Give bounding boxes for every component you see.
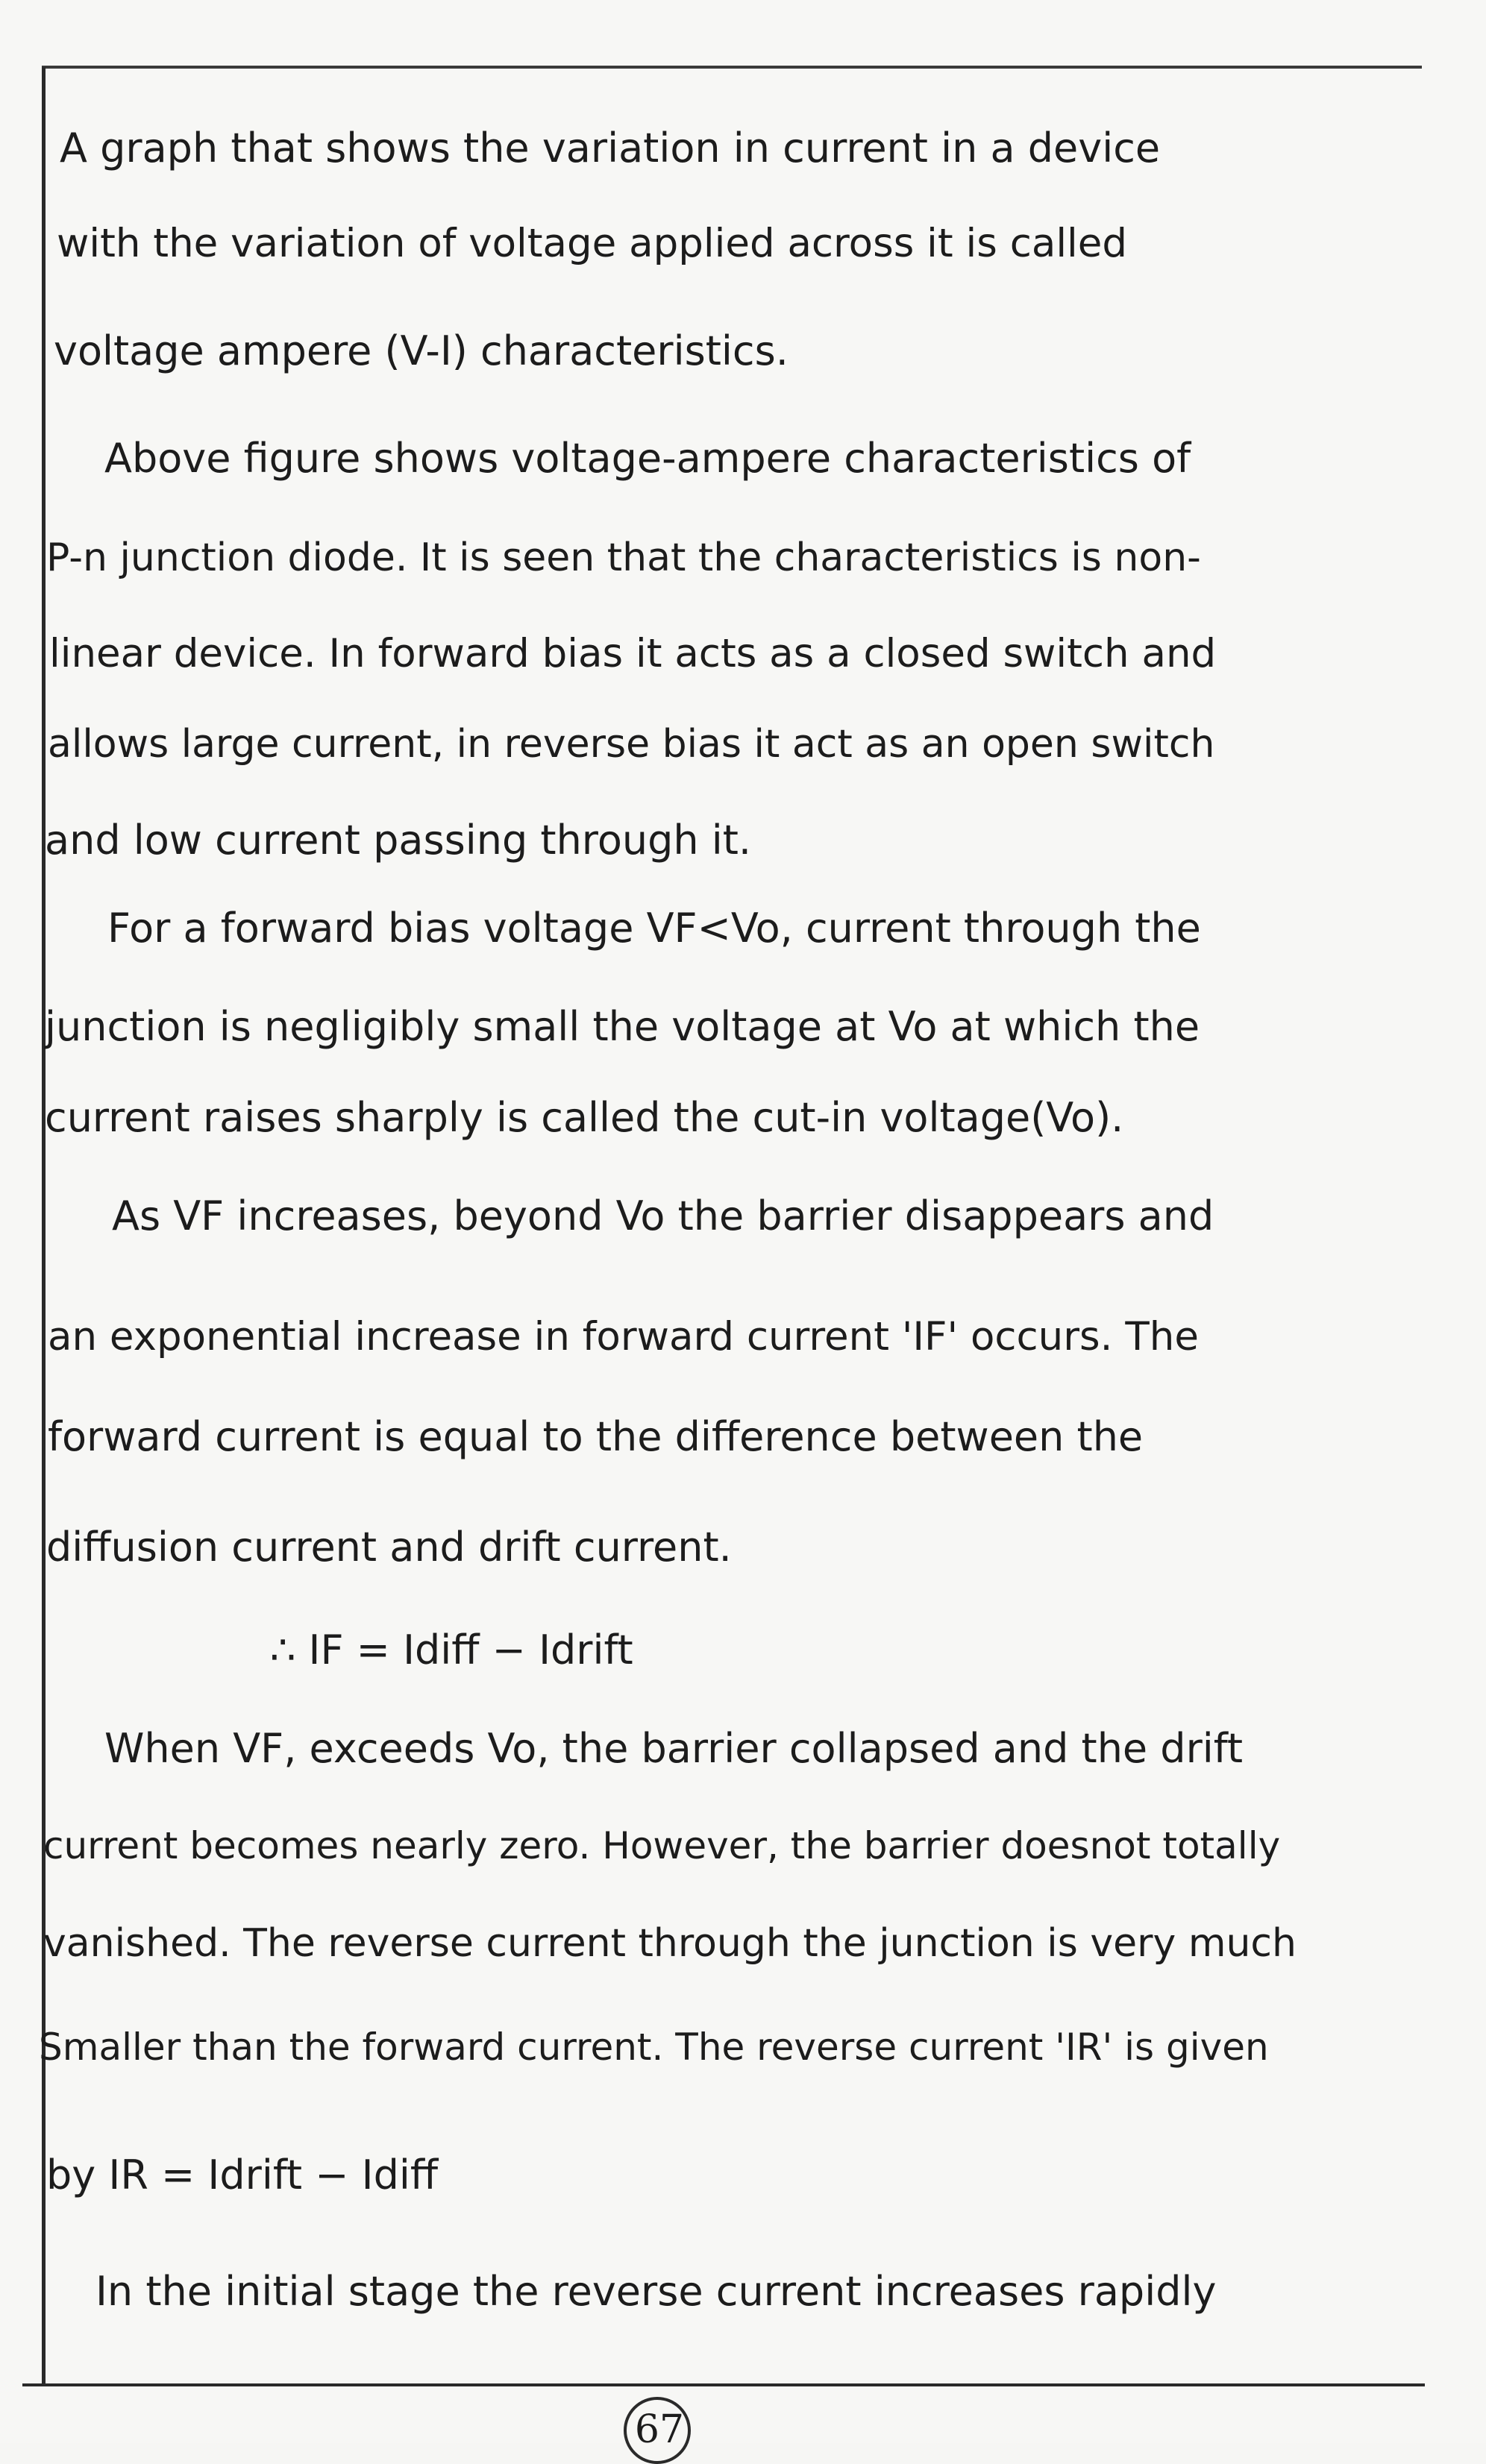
text-line: current becomes nearly zero. However, the barrier doesnot totally xyxy=(43,1824,1281,1867)
page-top-rule xyxy=(42,66,1422,69)
text-line: When VF, exceeds Vo, the barrier collapsed and the drift xyxy=(104,1725,1244,1772)
text-line: In the initial stage the reverse current increases rapidly xyxy=(95,2268,1217,2315)
page-number xyxy=(624,2391,695,2452)
text-line: For a forward bias voltage VF<Vo, current through the xyxy=(107,905,1201,952)
text-line: vanished. The reverse current through the junction is very much xyxy=(43,1921,1297,1966)
text-line: an exponential increase in forward current 'IF' occurs. The xyxy=(48,1314,1199,1360)
text-line: current raises sharply is called the cut-in voltage(Vo). xyxy=(45,1094,1124,1141)
page-bottom-rule xyxy=(22,2383,1425,2386)
text-line: Above figure shows voltage-ampere characteristics of xyxy=(104,435,1191,482)
text-line: linear device. In forward bias it acts as a closed switch and xyxy=(49,631,1217,676)
text-line: allows large current, in reverse bias it act as an open switch xyxy=(48,722,1215,767)
page-number-text: 67 xyxy=(634,2407,685,2452)
equation-line: ∴ IF = Idiff − Idrift xyxy=(270,1627,633,1673)
text-line: forward current is equal to the difference between the xyxy=(48,1413,1144,1460)
text-line: As VF increases, beyond Vo the barrier disappears and xyxy=(112,1192,1214,1239)
text-line: Smaller than the forward current. The reverse current 'IR' is given xyxy=(39,2025,1269,2069)
text-line: junction is negligibly small the voltage at Vo at which the xyxy=(45,1003,1200,1050)
text-line: voltage ampere (V-I) characteristics. xyxy=(54,327,789,374)
text-line: with the variation of voltage applied across it is called xyxy=(57,221,1128,266)
text-line: by IR = Idrift − Idiff xyxy=(46,2152,439,2199)
text-line: and low current passing through it. xyxy=(45,817,752,864)
text-line: diffusion current and drift current. xyxy=(46,1524,732,1571)
text-line: A graph that shows the variation in current in a device xyxy=(60,125,1161,172)
text-line: P-n junction diode. It is seen that the characteristics is non- xyxy=(46,535,1201,580)
